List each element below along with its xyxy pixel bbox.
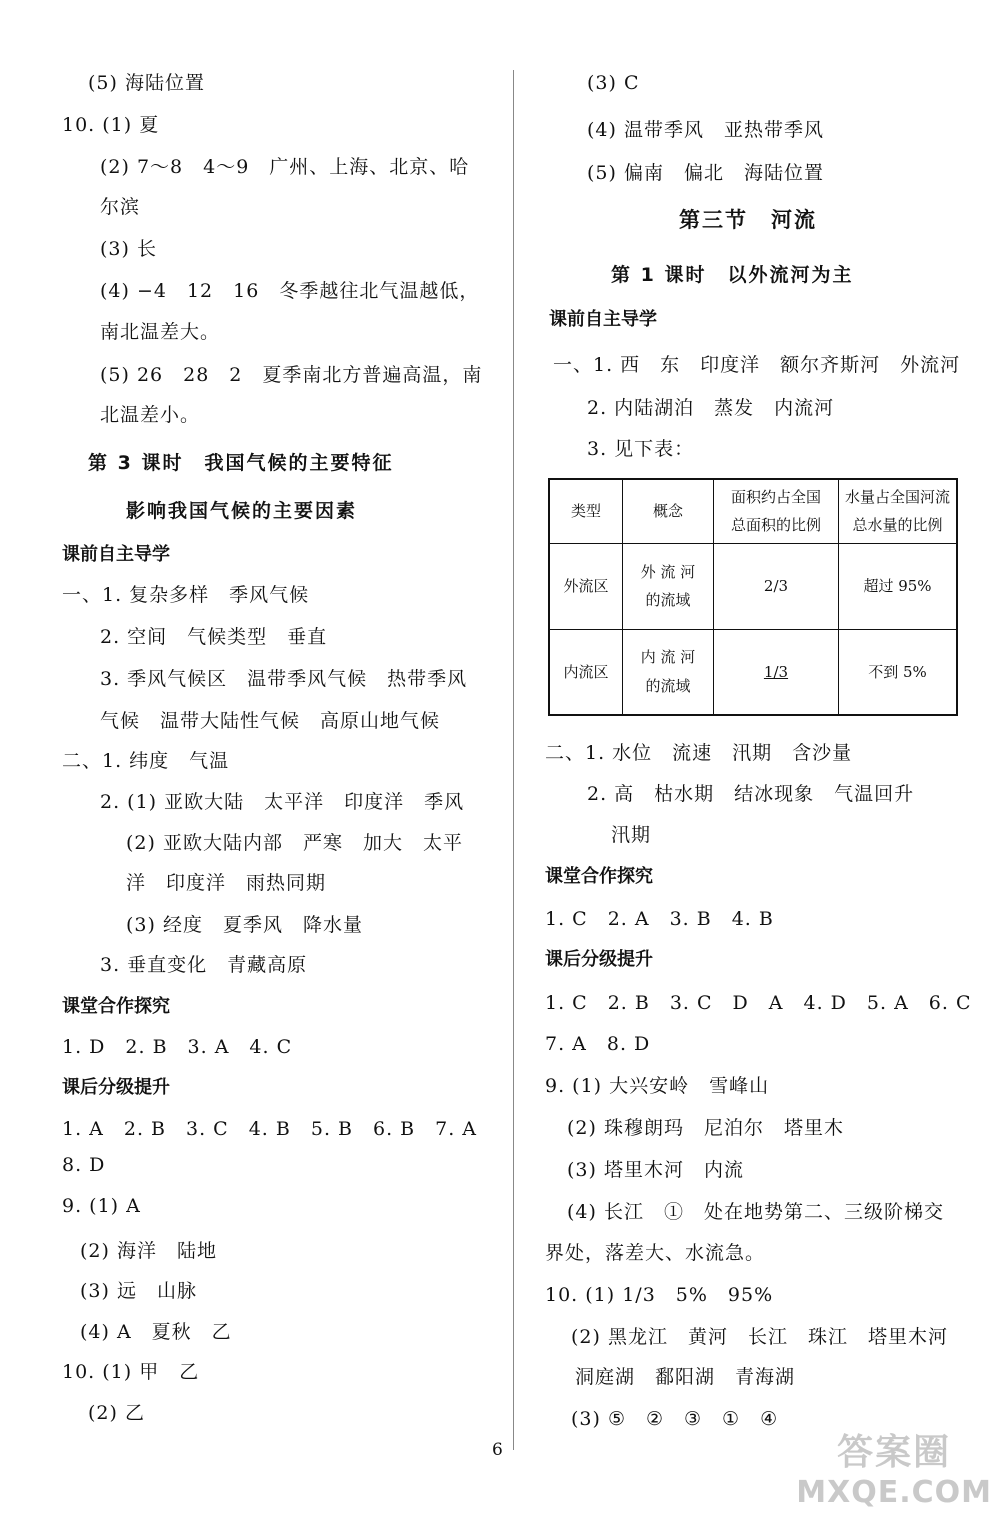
section-heading: 课前自主导学: [62, 544, 170, 565]
cell-water: 不到 5%: [839, 629, 958, 715]
answer-line: 3. 季风气候区 温带季风气候 热带季风: [100, 668, 468, 690]
watermark-logo: 答案圈: [837, 1432, 952, 1473]
answer-line: (2) 海洋 陆地: [80, 1240, 217, 1262]
answer-line: (4) 长江 ① 处在地势第二、三级阶梯交: [567, 1201, 944, 1223]
section-heading: 课后分级提升: [62, 1077, 170, 1098]
cell-concept: [623, 543, 714, 629]
answer-line: 一、1. 复杂多样 季风气候: [62, 584, 310, 606]
section-heading: 课堂合作探究: [62, 996, 170, 1017]
cell-concept-line2: 的流域: [645, 676, 691, 695]
answer-line: (2) 亚欧大陆内部 严寒 加大 太平: [126, 832, 463, 854]
section-heading: 课堂合作探究: [545, 866, 653, 887]
column-divider: [513, 70, 514, 1450]
header-concept: 概念: [623, 479, 714, 543]
answer-line: (3) 远 山脉: [80, 1280, 197, 1302]
cell-concept-line1: 内 流 河: [640, 648, 696, 667]
answer-line: 汛期: [611, 824, 652, 846]
answer-line: (2) 珠穆朗玛 尼泊尔 塔里木: [567, 1117, 844, 1139]
answer-line: 9. (1) 大兴安岭 雪峰山: [545, 1075, 770, 1097]
answer-line: 南北温差大。: [100, 321, 221, 343]
answer-line: 界处，落差大、水流急。: [545, 1242, 766, 1264]
answer-line: 3. 垂直变化 青藏高原: [100, 954, 308, 976]
header-area-line2: 总面积的比例: [730, 516, 821, 535]
answer-line: 10. (1) 甲 乙: [62, 1361, 200, 1383]
cell-concept-line1: 外 流 河: [640, 562, 696, 581]
header-water-ratio: [839, 479, 958, 543]
answer-line: 气候 温带大陆性气候 高原山地气候: [100, 710, 441, 732]
answer-line: 1. A 2. B 3. C 4. B 5. B 6. B 7. A: [62, 1118, 478, 1140]
answer-line: (4) A 夏秋 乙: [80, 1321, 232, 1343]
answer-line: 洋 印度洋 雨热同期: [126, 872, 327, 894]
answer-line: (2) 乙: [88, 1402, 145, 1424]
watermark: [796, 1424, 992, 1510]
cell-concept-line2: 的流域: [645, 591, 691, 609]
answer-line: 二、1. 水位 流速 汛期 含沙量: [545, 742, 853, 764]
lesson-heading: 第 3 课时 我国气候的主要特征: [88, 452, 394, 474]
answer-line: (5) 海陆位置: [88, 72, 205, 94]
table-row: [549, 629, 957, 715]
answer-line: (3) 长: [100, 238, 157, 260]
header-type: 类型: [549, 479, 623, 543]
page-number: 6: [492, 1440, 503, 1460]
answer-line: (2) 黑龙江 黄河 长江 珠江 塔里木河: [571, 1326, 948, 1348]
answer-line: 洞庭湖 鄱阳湖 青海湖: [575, 1366, 796, 1388]
answer-line: (3) C: [587, 72, 640, 94]
table-header-row: [549, 479, 957, 543]
answer-line: (2) 7～8 4～9 广州、上海、北京、哈: [100, 156, 470, 178]
answer-line: 一、1. 西 东 印度洋 额尔齐斯河 外流河: [553, 354, 961, 376]
cell-area: 2/3: [714, 543, 839, 629]
answer-line: 2. (1) 亚欧大陆 太平洋 印度洋 季风: [100, 791, 465, 813]
cell-type: 内流区: [549, 629, 623, 715]
answer-line: 10. (1) 夏: [62, 114, 160, 136]
section-heading: 课前自主导学: [549, 309, 657, 330]
cell-water: 超过 95%: [839, 543, 958, 629]
answer-line: 2. 高 枯水期 结冰现象 气温回升: [587, 783, 915, 805]
answer-line: 8. D: [62, 1154, 106, 1176]
header-area-line1: 面积约占全国: [730, 487, 821, 506]
header-water-line1: 水量占全国河流: [844, 487, 950, 506]
answer-line: (5) 偏南 偏北 海陆位置: [587, 162, 824, 184]
answer-line: (3) 经度 夏季风 降水量: [126, 914, 363, 936]
answer-line: 3. 见下表：: [587, 438, 695, 460]
answer-line: (3) 塔里木河 内流: [567, 1159, 744, 1181]
answer-line: 尔滨: [100, 196, 141, 218]
answer-line: 7. A 8. D: [545, 1033, 651, 1055]
answer-line: 二、1. 纬度 气温: [62, 750, 230, 772]
answer-line: 北温差小。: [100, 404, 201, 426]
header-area-ratio: [714, 479, 839, 543]
answer-line: 1. D 2. B 3. A 4. C: [62, 1036, 293, 1058]
lesson-heading: 第 1 课时 以外流河为主: [611, 264, 854, 286]
river-basin-table: [548, 478, 958, 716]
section-title: 第三节 河流: [679, 208, 817, 232]
lesson-subheading: 影响我国气候的主要因素: [126, 500, 358, 522]
cell-concept: [623, 629, 714, 715]
table-row: [549, 543, 957, 629]
answer-line: (4) 温带季风 亚热带季风: [587, 119, 824, 141]
answer-line: 9. (1) A: [62, 1195, 141, 1217]
answer-line: (4) −4 12 16 冬季越往北气温越低，: [100, 280, 480, 302]
watermark-url: MXQE.COM: [796, 1475, 992, 1510]
answer-line: 2. 内陆湖泊 蒸发 内流河: [587, 397, 835, 419]
header-water-line2: 总水量的比例: [852, 516, 943, 535]
answer-line: (3) ⑤ ② ③ ① ④: [571, 1408, 779, 1430]
answer-line: 1. C 2. A 3. B 4. B: [545, 908, 774, 930]
answer-line: 2. 空间 气候类型 垂直: [100, 626, 328, 648]
cell-area: 1/3: [714, 629, 839, 715]
cell-type: 外流区: [549, 543, 623, 629]
section-heading: 课后分级提升: [545, 949, 653, 970]
answer-line: (5) 26 28 2 夏季南北方普遍高温，南: [100, 364, 483, 386]
answer-line: 10. (1) 1/3 5% 95%: [545, 1284, 774, 1306]
answer-line: 1. C 2. B 3. C D A 4. D 5. A 6. C: [545, 992, 972, 1014]
